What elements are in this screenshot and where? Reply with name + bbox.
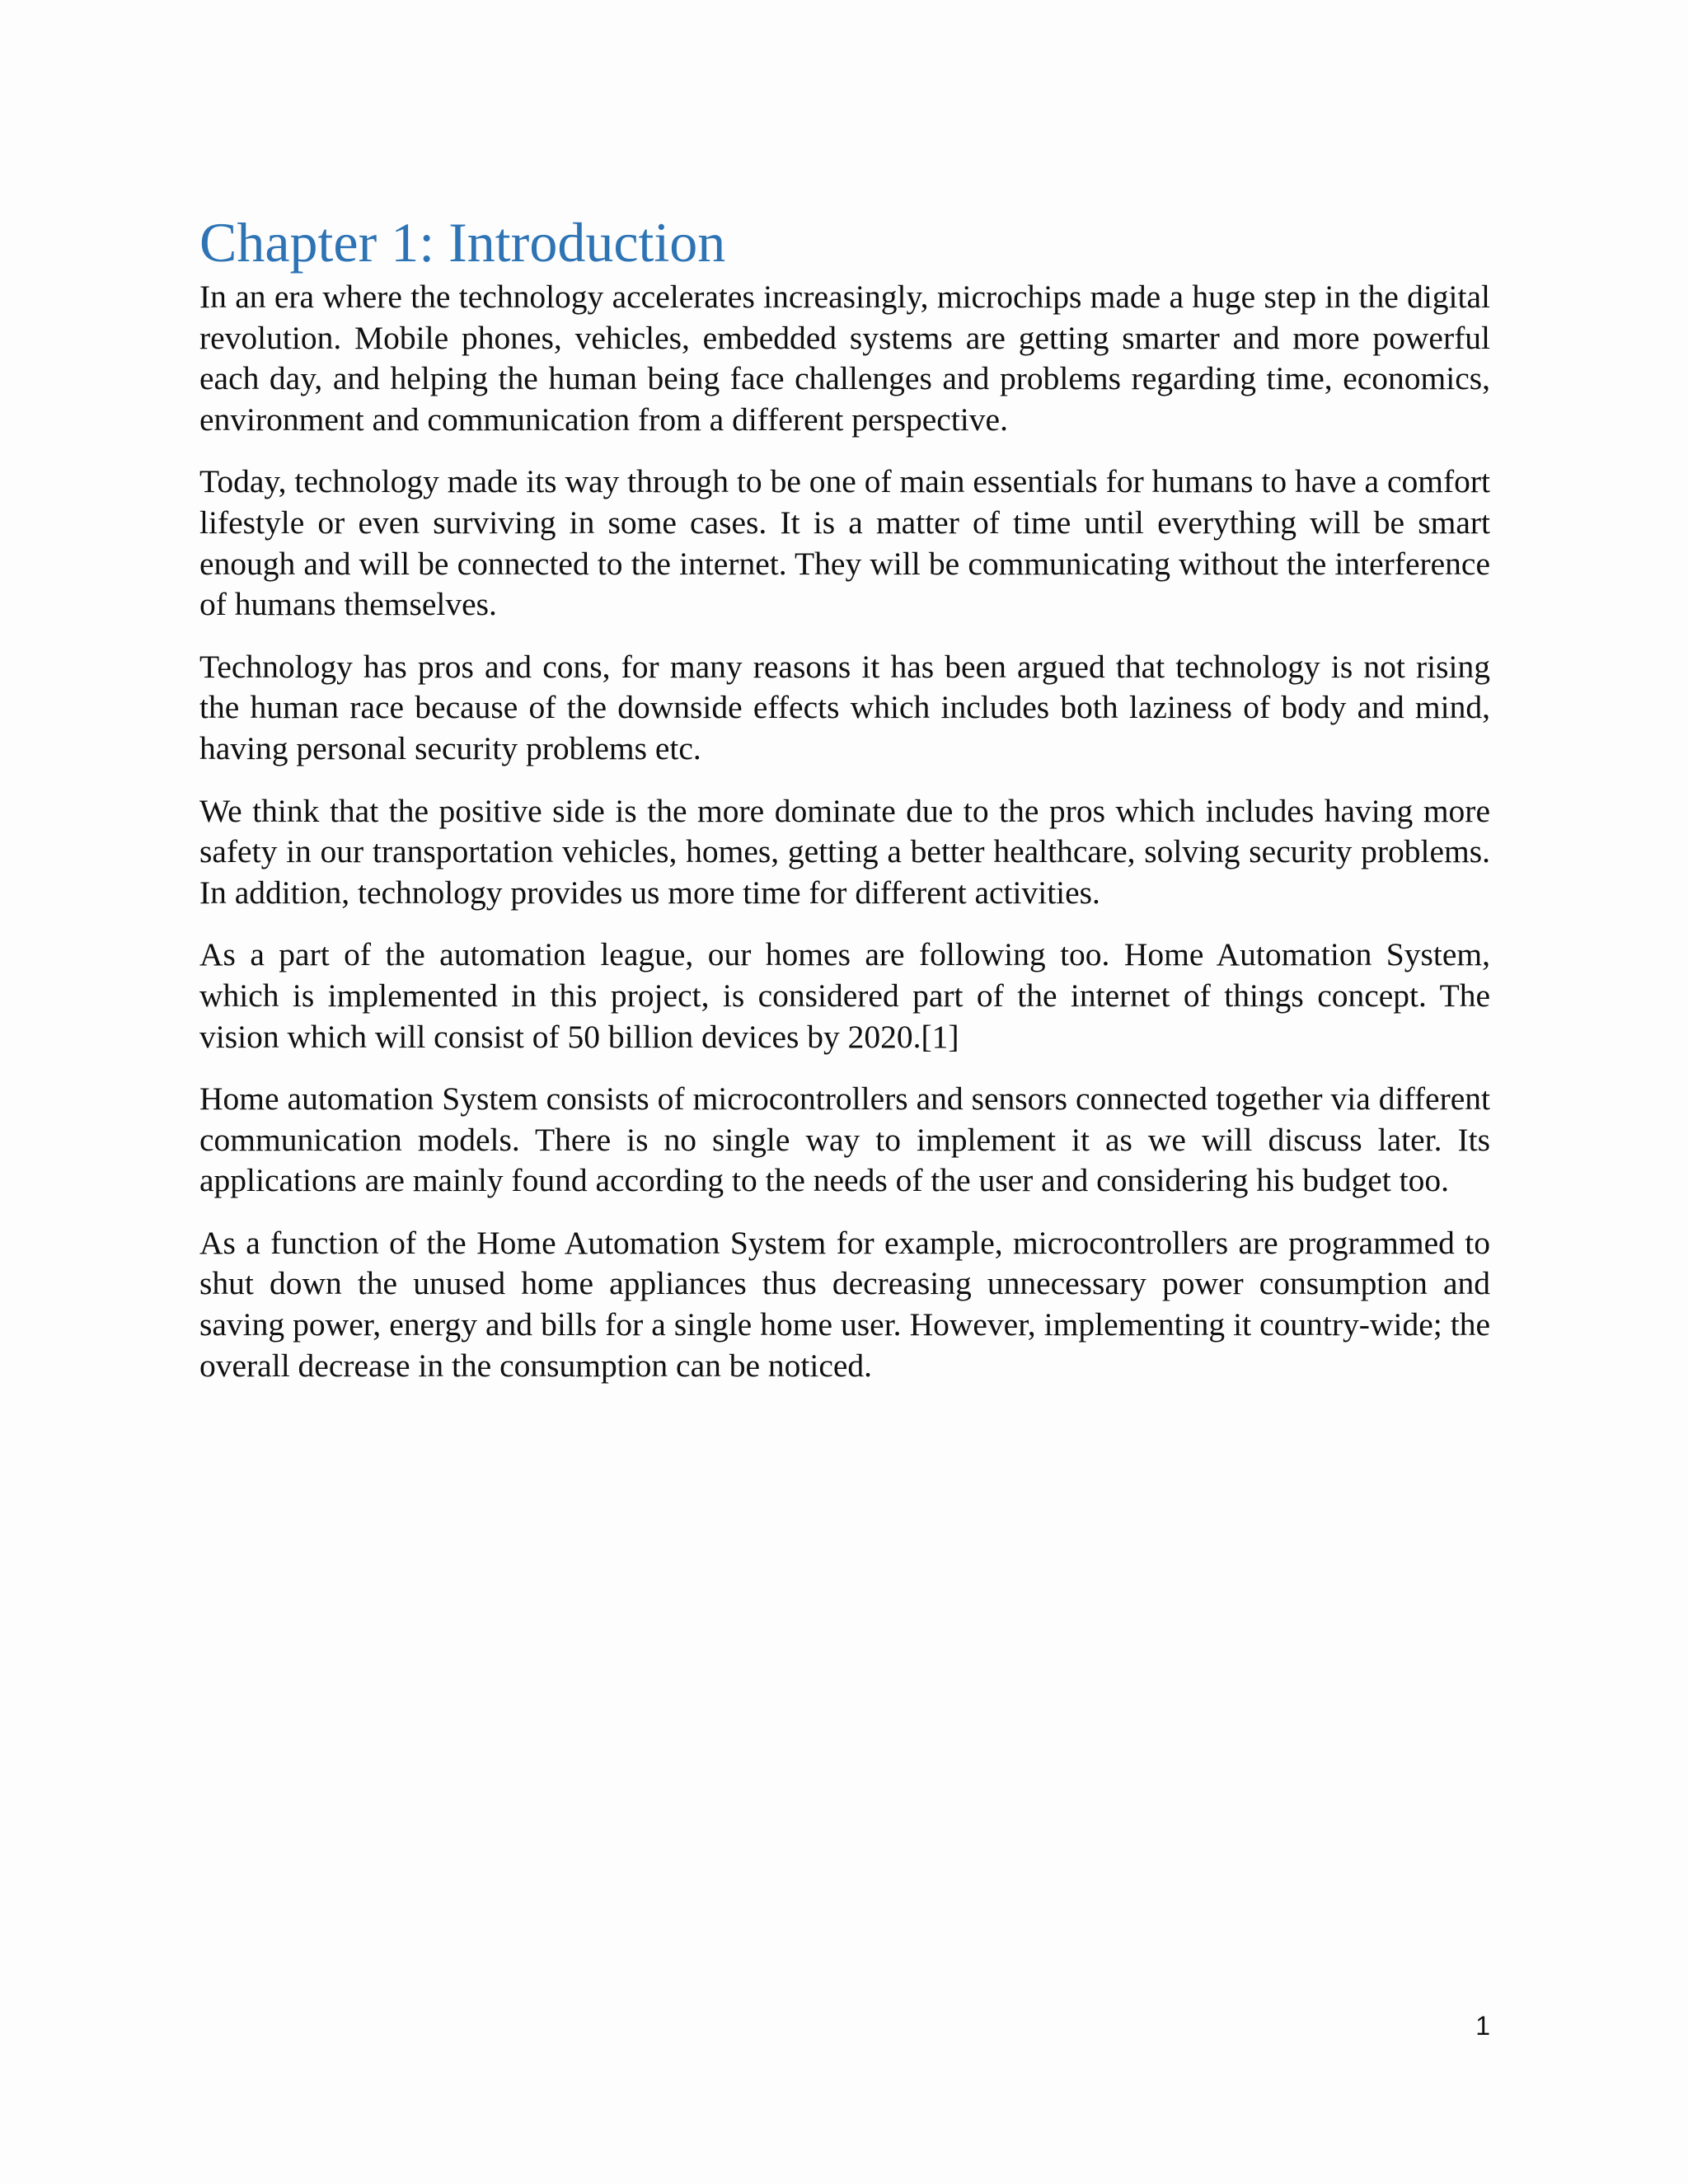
paragraph-positive-side: We think that the positive side is the more dominate due to the pros which includes having more safety in our transportation vehicles, homes, getting a better healthcare, solving security problems. In addition, technology provides us more time for different activities. (199, 792, 1490, 911)
page-content (199, 208, 1490, 1408)
page-number: 1 (1475, 2011, 1490, 2041)
paragraph-intro-era: In an era where the technology accelerates increasingly, microchips made a huge step in the digital revolution. Mobile phones, vehicles, embedded systems are getting smarter and more powerful each day, and helping the human being face challenges and problems regarding time, economics, environment and communication from a different perspective. (199, 279, 1490, 438)
paragraph-technology-today: Today, technology made its way through to be one of main essentials for humans to have a comfort lifestyle or even surviving in some cases. It is a matter of time until everything will be smart enough and will be connected to the internet. They will be communicating without the interference of humans themselves. (199, 463, 1490, 623)
paragraph-home-automation-system: Home automation System consists of microcontrollers and sensors connected together via different communication models. There is no single way to implement it as we will discuss later. Its applications are mainly found according to the needs of the user and considering his budget too. (199, 1080, 1490, 1199)
chapter-title: Chapter 1: Introduction (199, 211, 726, 274)
paragraph-automation-league: As a part of the automation league, our homes are following too. Home Automation System, which is implemented in this project, is considered part of the internet of things concept. The vision which will consist of 50 billion devices by 2020.[1] (199, 936, 1490, 1055)
paragraph-function-example: As a function of the Home Automation System for example, microcontrollers are programmed to shut down the unused home appliances thus decreasing unnecessary power consumption and saving power, energy and bills for a single home user. However, implementing it country-wide; the overall decrease in the consumption can be noticed. (199, 1224, 1490, 1384)
paragraph-pros-cons: Technology has pros and cons, for many reasons it has been argued that technology is not rising the human race because of the downside effects which includes both laziness of body and mind, having personal security problems etc. (199, 648, 1490, 766)
